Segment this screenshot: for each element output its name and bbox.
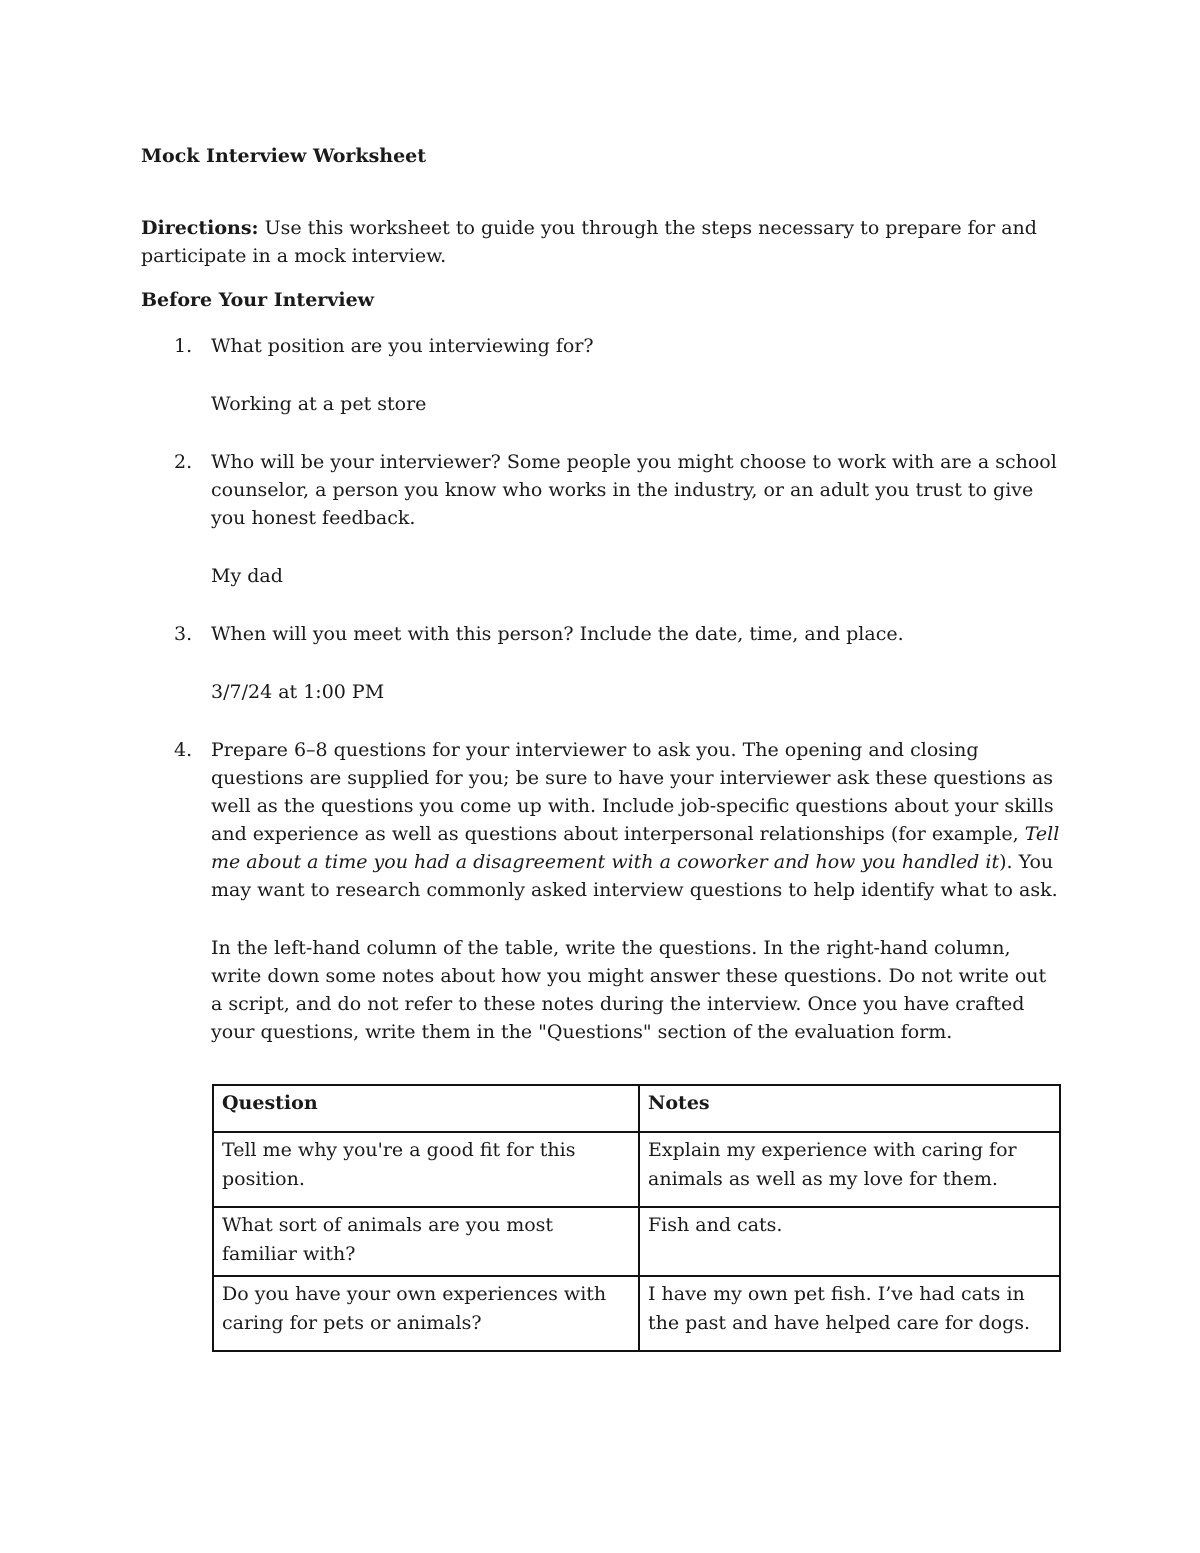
question-cell: Do you have your own experiences with caring for pets or animals? xyxy=(213,1276,639,1351)
directions-label: Directions: xyxy=(141,217,259,239)
section-heading: Before Your Interview xyxy=(141,289,375,311)
step-instructions xyxy=(211,736,1061,904)
step-answer: My dad xyxy=(211,565,283,587)
notes-cell: Fish and cats. xyxy=(639,1207,1060,1276)
list-item-step-1 xyxy=(141,332,1061,418)
list-item-step-2 xyxy=(141,448,1061,590)
step-number: 3. xyxy=(174,623,193,645)
question-cell: Tell me why you're a good fit for this position. xyxy=(213,1132,639,1207)
header-notes: Notes xyxy=(639,1085,1060,1132)
table-instructions: In the left-hand column of the table, write the questions. In the right-hand column, write down some notes about how you might answer these questions. Do not write out a script, and do not refer to these notes during the interview. Once you have crafted your questions, write them in the "Questions" section of the evaluation form. xyxy=(211,937,1047,1043)
step-answer: 3/7/24 at 1:00 PM xyxy=(211,681,385,703)
worksheet-page xyxy=(141,142,1061,1046)
table-row xyxy=(213,1207,1060,1276)
step-number: 2. xyxy=(174,451,193,473)
instructions-text: Prepare 6–8 questions for your interviewer to ask you. The opening and closing questions are supplied for you; be sure to have your interviewer ask these questions as well as the questions you come up with. Include job-specific questions about your skills and experience as well as questions about interpersonal relationships (for example, xyxy=(211,739,1054,845)
step-number: 1. xyxy=(174,335,193,357)
step-question: When will you meet with this person? Include the date, time, and place. xyxy=(211,623,904,645)
table-header-row xyxy=(213,1085,1060,1132)
example-question: Tell me about a time you had a disagreement with a coworker and how you handled it xyxy=(211,823,1060,873)
table-row xyxy=(213,1276,1060,1351)
steps-list xyxy=(141,332,1061,1046)
question-cell: What sort of animals are you most familiar with? xyxy=(213,1207,639,1276)
page-title: Mock Interview Worksheet xyxy=(141,145,427,167)
step-question: Who will be your interviewer? Some people you might choose to work with are a school counselor, a person you know who works in the industry, or an adult you trust to give you honest feedback. xyxy=(211,451,1057,529)
questions-table xyxy=(212,1084,1061,1352)
step-number: 4. xyxy=(174,739,193,761)
notes-cell: Explain my experience with caring for animals as well as my love for them. xyxy=(639,1132,1060,1207)
list-item-step-4 xyxy=(141,736,1061,1046)
directions-text: Use this worksheet to guide you through the steps necessary to prepare for and participate in a mock interview. xyxy=(141,217,1037,267)
step-answer: Working at a pet store xyxy=(211,393,427,415)
list-item-step-3 xyxy=(141,620,1061,706)
step-question: What position are you interviewing for? xyxy=(211,335,594,357)
header-question: Question xyxy=(213,1085,639,1132)
notes-cell: I have my own pet fish. I’ve had cats in the past and have helped care for dogs. xyxy=(639,1276,1060,1351)
table-row xyxy=(213,1132,1060,1207)
instructions-text-end: ). You may want to research commonly asked interview questions to help identify what to ask. xyxy=(211,851,1058,901)
directions-paragraph xyxy=(141,214,1061,270)
